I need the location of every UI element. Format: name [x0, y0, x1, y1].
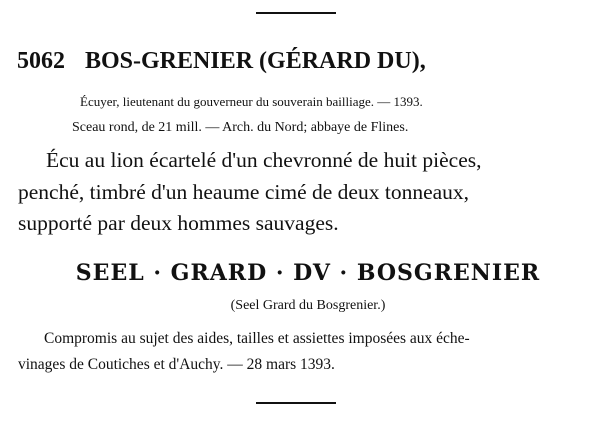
bottom-rule: [256, 402, 336, 404]
seal-info: Sceau rond, de 21 mill. — Arch. du Nord; abbaye de Flines.: [72, 120, 409, 135]
description-line: penché, timbré d'un heaume cimé de deux tonneaux,: [18, 180, 470, 204]
top-rule: [256, 12, 336, 14]
entry-subtitle: Écuyer, lieutenant du gouverneur du souverain bailliage. — 1393.: [80, 94, 423, 109]
note-line: vinages de Coutiches et d'Auchy. — 28 mars 1393.: [18, 356, 335, 373]
note-line: Compromis au sujet des aides, tailles et assiettes imposées aux éche-: [44, 330, 470, 347]
entry-number: 5062: [17, 48, 65, 74]
entry-name: BOS-GRENIER (GÉRARD DU),: [85, 48, 426, 74]
seal-legend: SEEL · GRARD · DV · BOSGRENIER: [75, 260, 541, 286]
description-line: Écu au lion écartelé d'un chevronné de huit pièces,: [46, 148, 482, 172]
description-line: supporté par deux hommes sauvages.: [18, 211, 339, 235]
entry-heading: [17, 48, 426, 75]
legend-reading: (Seel Grard du Bosgrenier.): [230, 298, 386, 313]
